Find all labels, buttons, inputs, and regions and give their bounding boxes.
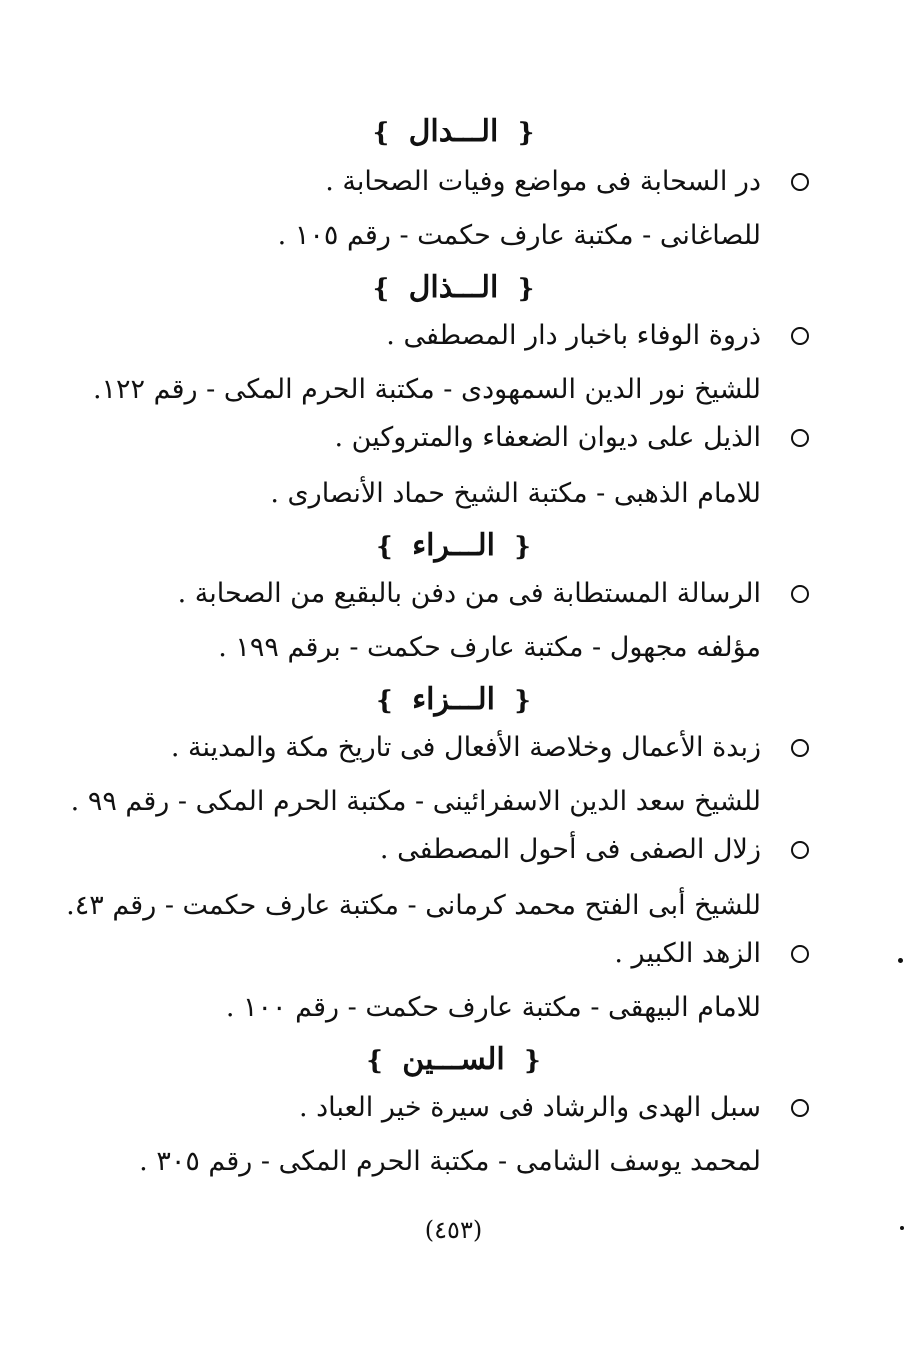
circle-bullet-icon: [791, 429, 809, 447]
entry-author: للشيخ نور الدين السمهودى - مكتبة الحرم المكى - رقم ١٢٢.: [92, 374, 761, 405]
circle-bullet-icon: [791, 841, 809, 859]
section-heading-label: الـــزاء: [412, 682, 495, 717]
circle-bullet-icon: [791, 739, 809, 757]
entry-title: الرسالة المستطابة فى من دفن بالبقيع من الصحابة .: [177, 578, 761, 609]
ornament-icon: ❵: [364, 1046, 386, 1076]
section-heading-dhal: [0, 268, 907, 308]
section-heading-ra: [0, 526, 907, 566]
entry-title: سبل الهدى والرشاد فى سيرة خير العباد .: [298, 1092, 761, 1123]
entry-title: الذيل على ديوان الضعفاء والمتروكين .: [334, 422, 761, 453]
section-heading-zay: [0, 680, 907, 720]
ornament-icon: ❴: [514, 274, 537, 304]
entry-title: زلال الصفى فى أحول المصطفى .: [379, 834, 761, 865]
entry-title: زبدة الأعمال وخلاصة الأفعال فى تاريخ مكة والمدينة .: [170, 732, 761, 763]
ornament-icon: ❵: [370, 118, 393, 148]
circle-bullet-icon: [791, 1099, 809, 1117]
entry-title: در السحابة فى مواضع وفيات الصحابة .: [325, 166, 761, 197]
ornament-icon: ❵: [373, 532, 396, 562]
entry-author: للشيخ سعد الدين الاسفرائينى - مكتبة الحرم المكى - رقم ٩٩ .: [70, 786, 761, 817]
ornament-icon: ❴: [511, 532, 534, 562]
page-number: (٤٥٣): [424, 1216, 483, 1244]
ornament-icon: ❴: [514, 118, 537, 148]
circle-bullet-icon: [791, 327, 809, 345]
entry-author: لمحمد يوسف الشامى - مكتبة الحرم المكى - رقم ٣٠٥ .: [139, 1146, 761, 1177]
ornament-icon: ❴: [521, 1046, 543, 1076]
entry-author: للامام البيهقى - مكتبة عارف حكمت - رقم ١٠٠ .: [225, 992, 761, 1023]
entry-author: للشيخ أبى الفتح محمد كرمانى - مكتبة عارف حكمت - رقم ٤٣.: [66, 890, 761, 921]
section-heading-sin: [0, 1040, 907, 1080]
section-heading-label: الســـين: [402, 1042, 505, 1077]
circle-bullet-icon: [791, 173, 809, 191]
entry-title: ذروة الوفاء باخبار دار المصطفى .: [386, 320, 761, 351]
entry-title: الزهد الكبير .: [614, 938, 761, 969]
scan-speck: [900, 1226, 904, 1230]
entry-author: للامام الذهبى - مكتبة الشيخ حماد الأنصارى .: [270, 478, 761, 509]
section-heading-label: الـــدال: [408, 114, 499, 149]
ornament-icon: ❵: [370, 274, 393, 304]
circle-bullet-icon: [791, 585, 809, 603]
ornament-icon: ❵: [373, 686, 396, 716]
scan-speck: [898, 958, 903, 963]
entry-author: مؤلفه مجهول - مكتبة عارف حكمت - برقم ١٩٩ .: [218, 632, 761, 663]
section-heading-label: الـــراء: [412, 528, 495, 563]
entry-author: للصاغانى - مكتبة عارف حكمت - رقم ١٠٥ .: [277, 220, 761, 251]
section-heading-dal: [0, 112, 907, 152]
ornament-icon: ❴: [511, 686, 534, 716]
section-heading-label: الـــذال: [408, 270, 499, 305]
circle-bullet-icon: [791, 945, 809, 963]
